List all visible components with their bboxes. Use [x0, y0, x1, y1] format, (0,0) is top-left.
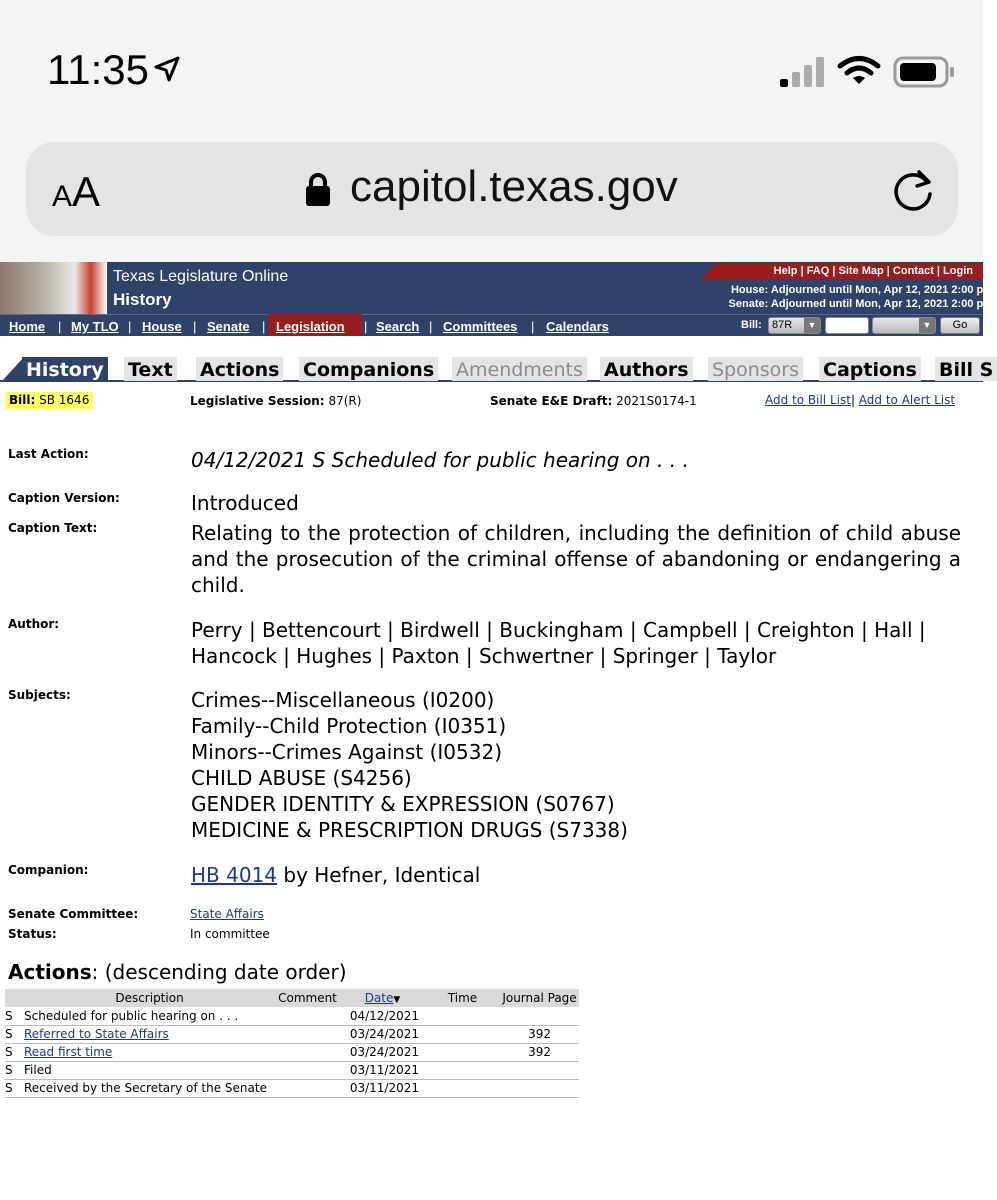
authors-line-2: Hancock | Hughes | Paxton | Schwertner | Springer | Taylor — [191, 644, 777, 668]
ee-draft: Senate E&E Draft: 2021S0174-1 — [490, 394, 697, 408]
nav-committees[interactable]: Committees — [443, 319, 518, 334]
table-row: S Read first time 03/24/2021 392 — [5, 1043, 579, 1061]
subject-item: MEDICINE & PRESCRIPTION DRUGS (S7338) — [191, 818, 628, 842]
nav-calendars[interactable]: Calendars — [546, 319, 609, 334]
bill-number-input[interactable] — [825, 317, 869, 334]
caption-text-value: Relating to the protection of children, including the definition of child abuse and the prosecution of the criminal offense of abandoning or endangering a child. — [191, 521, 961, 597]
nav-separator: | — [193, 319, 197, 334]
action-link[interactable]: Referred to State Affairs — [24, 1027, 169, 1041]
last-action-label: Last Action: — [8, 447, 89, 461]
companion-value: HB 4014 by Hefner, Identical — [191, 863, 481, 887]
tab-notch — [2, 357, 24, 381]
author-label: Author: — [8, 617, 60, 631]
tab-sponsors: Sponsors — [708, 357, 803, 381]
url-text[interactable]: capitol.texas.gov — [350, 162, 678, 211]
nav-senate[interactable]: Senate — [207, 319, 250, 334]
table-header — [5, 989, 579, 1007]
col-date[interactable]: Date▼ — [340, 989, 425, 1007]
senate-status: Senate: Adjourned until Mon, Apr 12, 2021 2:00 pm — [728, 298, 993, 310]
reload-icon[interactable] — [889, 166, 937, 214]
status-label: Status: — [8, 927, 57, 941]
text-size-button[interactable]: AA — [52, 168, 101, 215]
tab-actions[interactable]: Actions — [196, 357, 283, 381]
legislative-session: Legislative Session: 87(R) — [190, 394, 362, 408]
bill-search-label: Bill: — [741, 319, 762, 331]
col-description: Description — [24, 989, 275, 1007]
col-comment: Comment — [275, 989, 340, 1007]
site-name: Texas Legislature Online — [113, 268, 289, 285]
subjects-label: Subjects: — [8, 688, 71, 702]
nav-home[interactable]: Home — [9, 319, 46, 334]
tab-authors[interactable]: Authors — [600, 357, 693, 381]
add-to-bill-list-link[interactable]: Add to Bill List — [765, 393, 851, 407]
lock-icon — [305, 172, 331, 206]
caption-version-label: Caption Version: — [8, 491, 120, 505]
actions-heading: Actions: (descending date order) — [8, 960, 347, 984]
col-journal-page: Journal Page — [500, 989, 579, 1007]
col-time: Time — [425, 989, 500, 1007]
tab-amendments: Amendments — [452, 357, 587, 381]
tab-text[interactable]: Text — [124, 357, 177, 381]
subject-item: Family--Child Protection (I0351) — [191, 714, 507, 738]
house-status: House: Adjourned until Mon, Apr 12, 2021 2:00 pm — [730, 284, 993, 296]
table-row: S Filed 03/11/2021 — [5, 1061, 579, 1079]
subject-item: CHILD ABUSE (S4256) — [191, 766, 412, 790]
nav-legislation[interactable]: Legislation — [276, 319, 345, 334]
nav-my-tlo[interactable]: My TLO — [71, 319, 119, 334]
wifi-icon — [838, 55, 880, 87]
tab-bill-stages[interactable]: Bill S — [935, 357, 997, 381]
chevron-down-icon: ▼ — [804, 318, 820, 333]
list-links: Add to Bill List| Add to Alert List — [765, 393, 956, 407]
companion-bill-link[interactable]: HB 4014 — [191, 863, 278, 887]
top-links[interactable]: Help | FAQ | Site Map | Contact | Login — [773, 265, 973, 277]
sort-desc-icon: ▼ — [393, 995, 401, 1005]
subject-item: Crimes--Miscellaneous (I0200) — [191, 688, 495, 712]
caption-version-value: Introduced — [191, 491, 299, 515]
nav-search[interactable]: Search — [376, 319, 420, 334]
go-button[interactable]: Go — [940, 317, 980, 334]
companion-label: Companion: — [8, 863, 89, 877]
action-link[interactable]: Read first time — [24, 1045, 113, 1059]
tab-captions[interactable]: Captions — [819, 357, 921, 381]
status-value: In committee — [190, 927, 270, 941]
chevron-down-icon: ▼ — [919, 318, 935, 333]
nav-separator: | — [531, 319, 535, 334]
senate-committee-label: Senate Committee: — [8, 907, 139, 921]
bill-number-badge: Bill: SB 1646 — [5, 392, 93, 409]
cellular-signal-icon — [780, 57, 826, 87]
status-time: 11:35 — [47, 46, 149, 93]
authors-line-1: Perry | Bettencourt | Birdwell | Buckingham | Campbell | Creighton | Hall | — [191, 618, 926, 642]
nav-separator: | — [429, 319, 433, 334]
caption-text-label: Caption Text: — [8, 521, 98, 535]
subject-item: Minors--Crimes Against (I0532) — [191, 740, 502, 764]
last-action-value: 04/12/2021 S Scheduled for public hearing on . . . — [191, 448, 689, 472]
session-select[interactable]: 87R ▼ — [768, 317, 821, 334]
nav-separator: | — [262, 319, 266, 334]
table-row: S Received by the Secretary of the Senate 03/11/2021 — [5, 1079, 579, 1097]
table-row: S Scheduled for public hearing on . . . 04/12/2021 — [5, 1007, 579, 1025]
location-arrow-icon — [154, 56, 180, 82]
table-row: S Referred to State Affairs 03/24/2021 392 — [5, 1025, 579, 1043]
nav-house[interactable]: House — [142, 319, 182, 334]
committee-link[interactable]: State Affairs — [190, 907, 264, 921]
bill-type-select[interactable] — [872, 317, 936, 334]
page-title: History — [113, 290, 172, 309]
tab-history[interactable]: History — [22, 357, 108, 381]
add-to-alert-list-link[interactable]: Add to Alert List — [858, 393, 956, 407]
capitol-logo[interactable] — [0, 262, 107, 314]
battery-icon — [893, 56, 955, 88]
nav-separator: | — [128, 319, 132, 334]
actions-table — [5, 989, 579, 1098]
subject-item: GENDER IDENTITY & EXPRESSION (S0767) — [191, 792, 615, 816]
nav-separator: | — [364, 319, 368, 334]
nav-separator: | — [58, 319, 62, 334]
tab-companions[interactable]: Companions — [299, 357, 438, 381]
